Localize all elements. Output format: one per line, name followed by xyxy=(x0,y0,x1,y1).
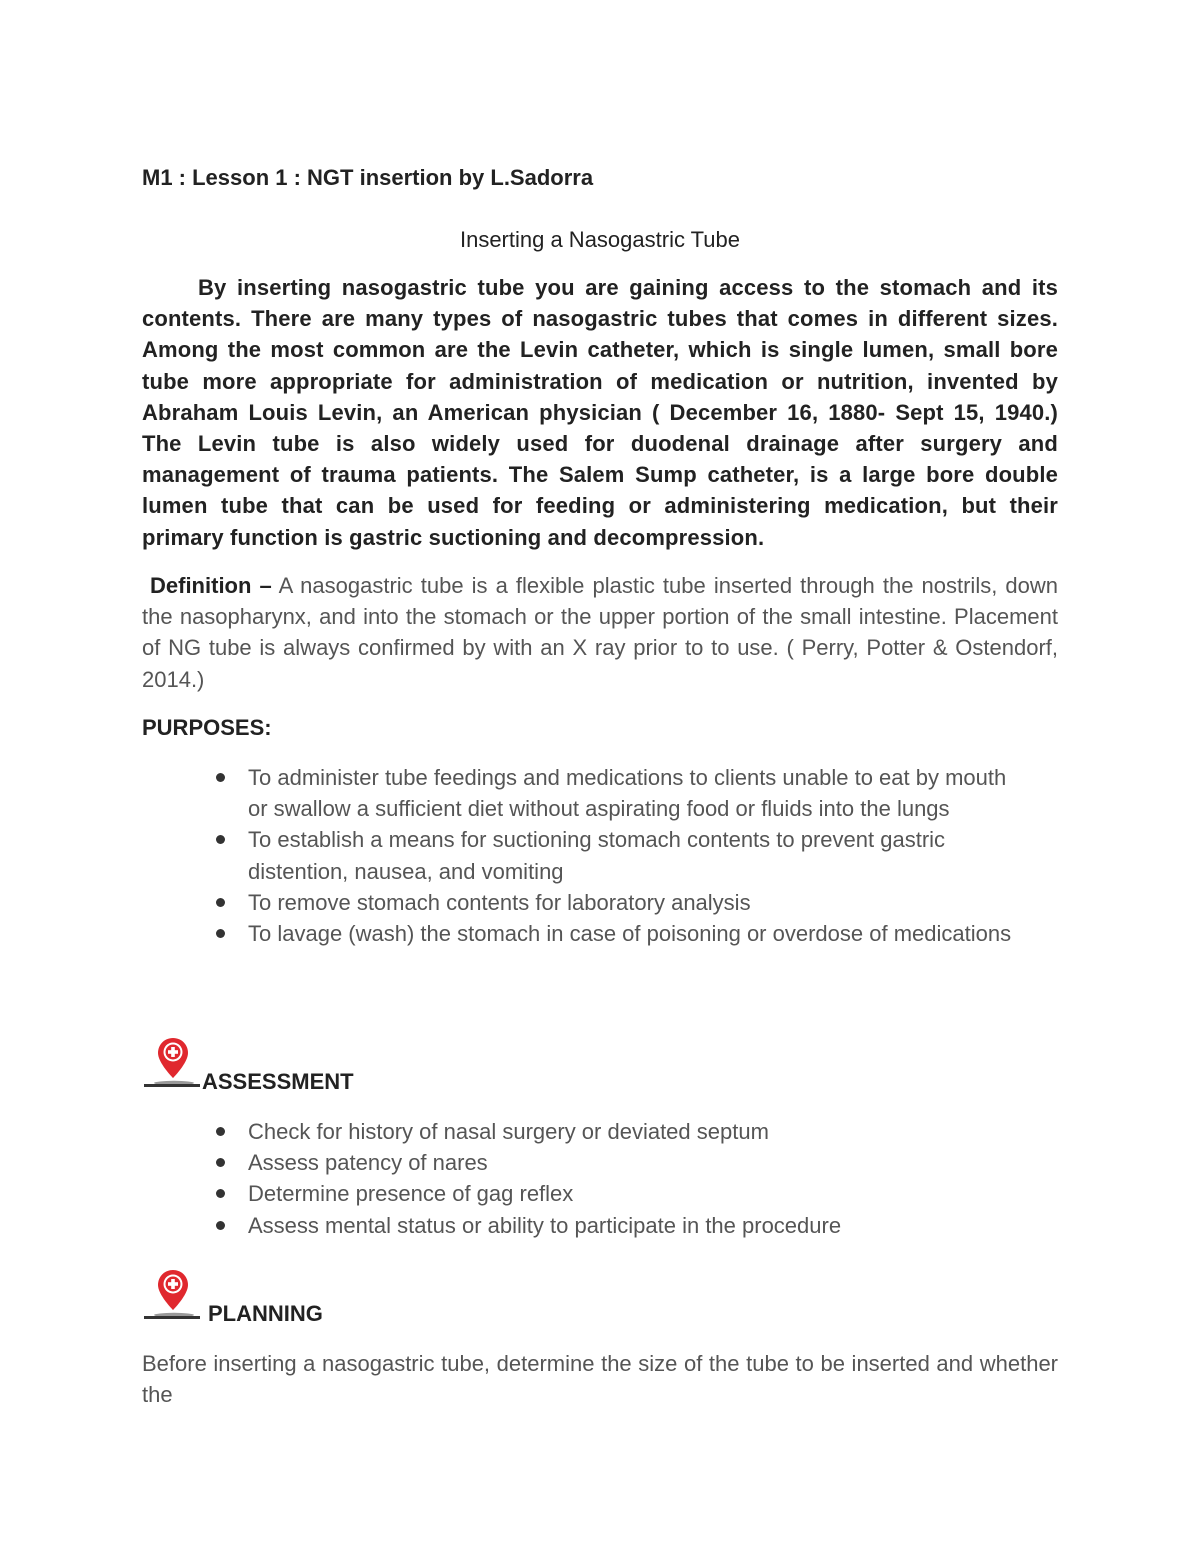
purposes-heading: PURPOSES: xyxy=(142,715,272,740)
planning-paragraph: Before inserting a nasogastric tube, determine the size of the tube to be inserted and whether the xyxy=(142,1351,1058,1408)
definition-text: A nasogastric tube is a flexible plastic tube inserted through the nostrils, down the nasopharynx, and into the stomach or the upper portion of the small intestine. Placement of NG tube is always confirmed by with an X ray prior to to use. ( Perry, Potter & Ostendorf, 2014.) xyxy=(142,573,1058,692)
list-item xyxy=(142,762,1058,824)
bullet-icon xyxy=(216,773,225,782)
list-item-text: To remove stomach contents for laboratory analysis xyxy=(248,889,751,915)
definition-paragraph xyxy=(142,570,1058,695)
bullet-icon xyxy=(216,1158,225,1167)
definition-term: Definition – xyxy=(150,573,272,598)
bullet-icon xyxy=(216,835,225,844)
list-item-text: To administer tube feedings and medications to clients unable to eat by mouth or swallow a sufficient diet without aspirating food or fluids into the lungs xyxy=(248,765,1007,822)
list-item-text: Determine presence of gag reflex xyxy=(248,1181,574,1207)
purposes-list xyxy=(142,762,1058,949)
list-item-text: To establish a means for suctioning stomach contents to prevent gastric distention, nausea, and vomiting xyxy=(248,827,946,884)
bullet-icon xyxy=(216,929,225,938)
intro-paragraph: By inserting nasogastric tube you are gaining access to the stomach and its contents. There are many types of nasogastric tubes that comes in different sizes. Among the most common are the Levin catheter, which is single lumen, small bore tube more appropriate for administration of medication or nutrition, invented by Abraham Louis Levin, an American physician ( December 16, 1880- Sept 15, 1940.) The Levin tube is also widely used for duodenal drainage after surgery and management of trauma patients. The Salem Sump catheter, is a large bore double lumen tube that can be used for feeding or administering medication, but their primary function is gastric suctioning and decompression. xyxy=(142,275,1058,550)
list-item xyxy=(142,918,1058,949)
medical-location-pin-icon xyxy=(144,1268,204,1318)
assessment-heading: ASSESSMENT xyxy=(202,1069,354,1094)
list-item-text: Check for history of nasal surgery or deviated septum xyxy=(248,1119,769,1144)
bullet-icon xyxy=(216,1127,225,1136)
list-item-text: Assess patency of nares xyxy=(248,1150,488,1176)
list-item-text: Assess mental status or ability to participate in the procedure xyxy=(248,1212,842,1238)
list-item-text: To lavage (wash) the stomach in case of poisoning or overdose of medications xyxy=(248,921,1012,947)
list-item xyxy=(142,1210,1058,1241)
list-item xyxy=(142,1147,1058,1178)
bullet-icon xyxy=(216,1221,225,1230)
list-item xyxy=(142,1178,1058,1209)
list-item xyxy=(142,887,1058,918)
medical-location-pin-icon xyxy=(144,1036,204,1086)
assessment-list xyxy=(142,1116,1058,1241)
list-item xyxy=(142,824,1058,886)
bullet-icon xyxy=(216,1189,225,1198)
planning-heading: PLANNING xyxy=(208,1301,323,1326)
list-item xyxy=(142,1116,1058,1147)
bullet-icon xyxy=(216,898,225,907)
document-subtitle: Inserting a Nasogastric Tube xyxy=(459,227,741,252)
document-title: M1 : Lesson 1 : NGT insertion by L.Sadorra xyxy=(142,165,594,190)
